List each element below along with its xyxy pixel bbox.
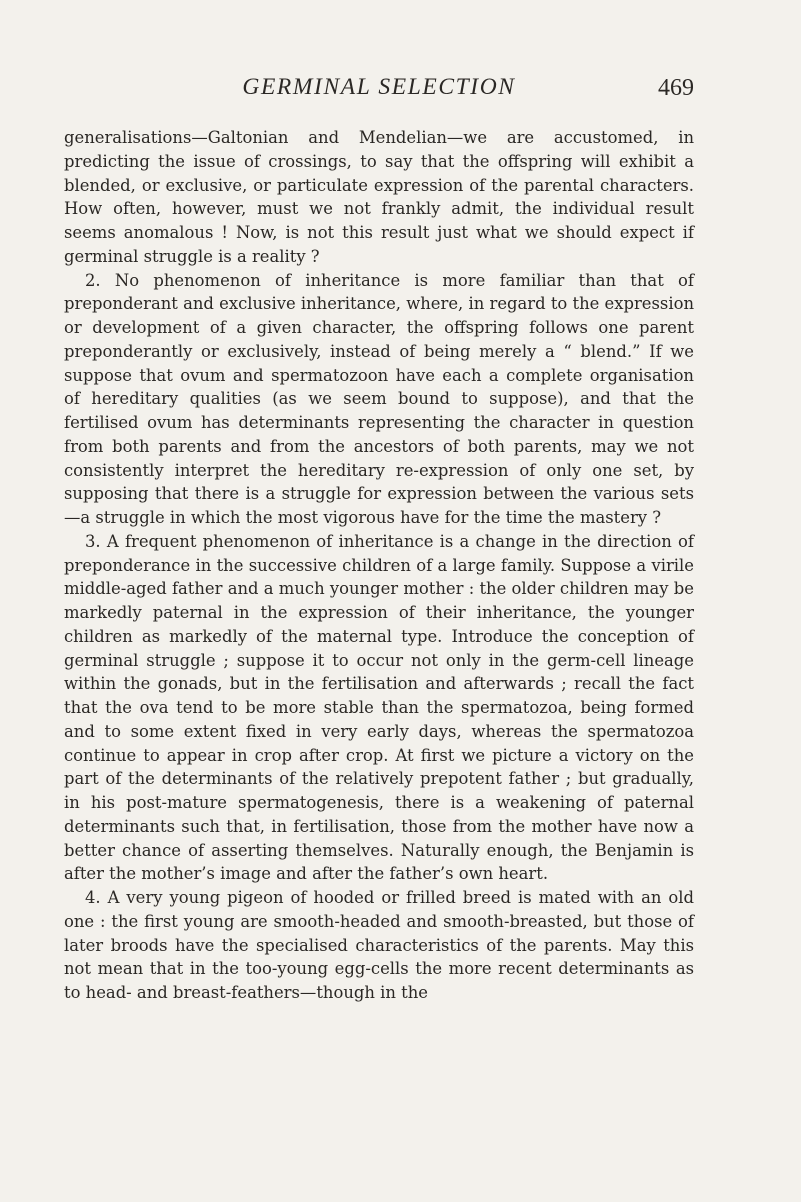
body-text: [64, 126, 694, 1005]
paragraph-2: 2. No phenomenon of inheritance is more familiar than that of preponderant and exclusive inheritance, where, in regard to the expression or development of a given character, the offspring follows one parent preponderantly or exclusively, instead of being merely a “ blend.” If we suppose that ovum and spermatozoon have each a complete organisation of hereditary qualities (as we seem bound to suppose), and that the fertilised ovum has determinants representing the character in question from both parents and from the ancestors of both parents, may we not consistently interpret the hereditary re-expression of only one set, by supposing that there is a struggle for expression between the various sets—a struggle in which the most vigorous have for the time the mastery ?: [64, 270, 694, 527]
running-head: [64, 74, 694, 114]
paragraph-3: 3. A frequent phenomenon of inheritance is a change in the direction of preponderance in the successive children of a large family. Suppose a virile middle-aged father and a much younger mother : the older children may be markedly paternal in the expression of their inheritance, the younger children as markedly of the maternal type. Introduce the conception of germinal struggle ; suppose it to occur not only in the germ-cell lineage within the gonads, but in the fertilisation and afterwards ; recall the fact that the ova tend to be more stable than the spermatozoa, being formed and to some extent fixed in very early days, whereas the spermatozoa continue to appear in crop after crop. At first we picture a victory on the part of the determinants of the relatively prepotent father ; but gradually, in his post-mature spermatogenesis, there is a weakening of paternal determinants such that, in fertilisation, those from the mother have now a better chance of asserting themselves. Naturally enough, the Benjamin is after the mother’s image and after the father’s own heart.: [64, 531, 694, 884]
page-number: 469: [658, 75, 694, 101]
running-title: GERMINAL SELECTION: [242, 74, 516, 100]
paragraph-4: 4. A very young pigeon of hooded or frilled breed is mated with an old one : the first young are smooth-headed and smooth-breasted, but those of later broods have the specialised characteristics of the parents. May this not mean that in the too-young egg-cells the more recent determinants as to head- and breast-feathers—though in the: [64, 888, 694, 1002]
paragraph-continuation: generalisations—Galtonian and Mendelian—we are accustomed, in predicting the issue of crossings, to say that the offspring will exhibit a blended, or exclusive, or particulate expression of the parental characters. How often, however, must we not frankly admit, the individual result seems anomalous ! Now, is not this result just what we should expect if germinal struggle is a reality ?: [64, 128, 694, 266]
